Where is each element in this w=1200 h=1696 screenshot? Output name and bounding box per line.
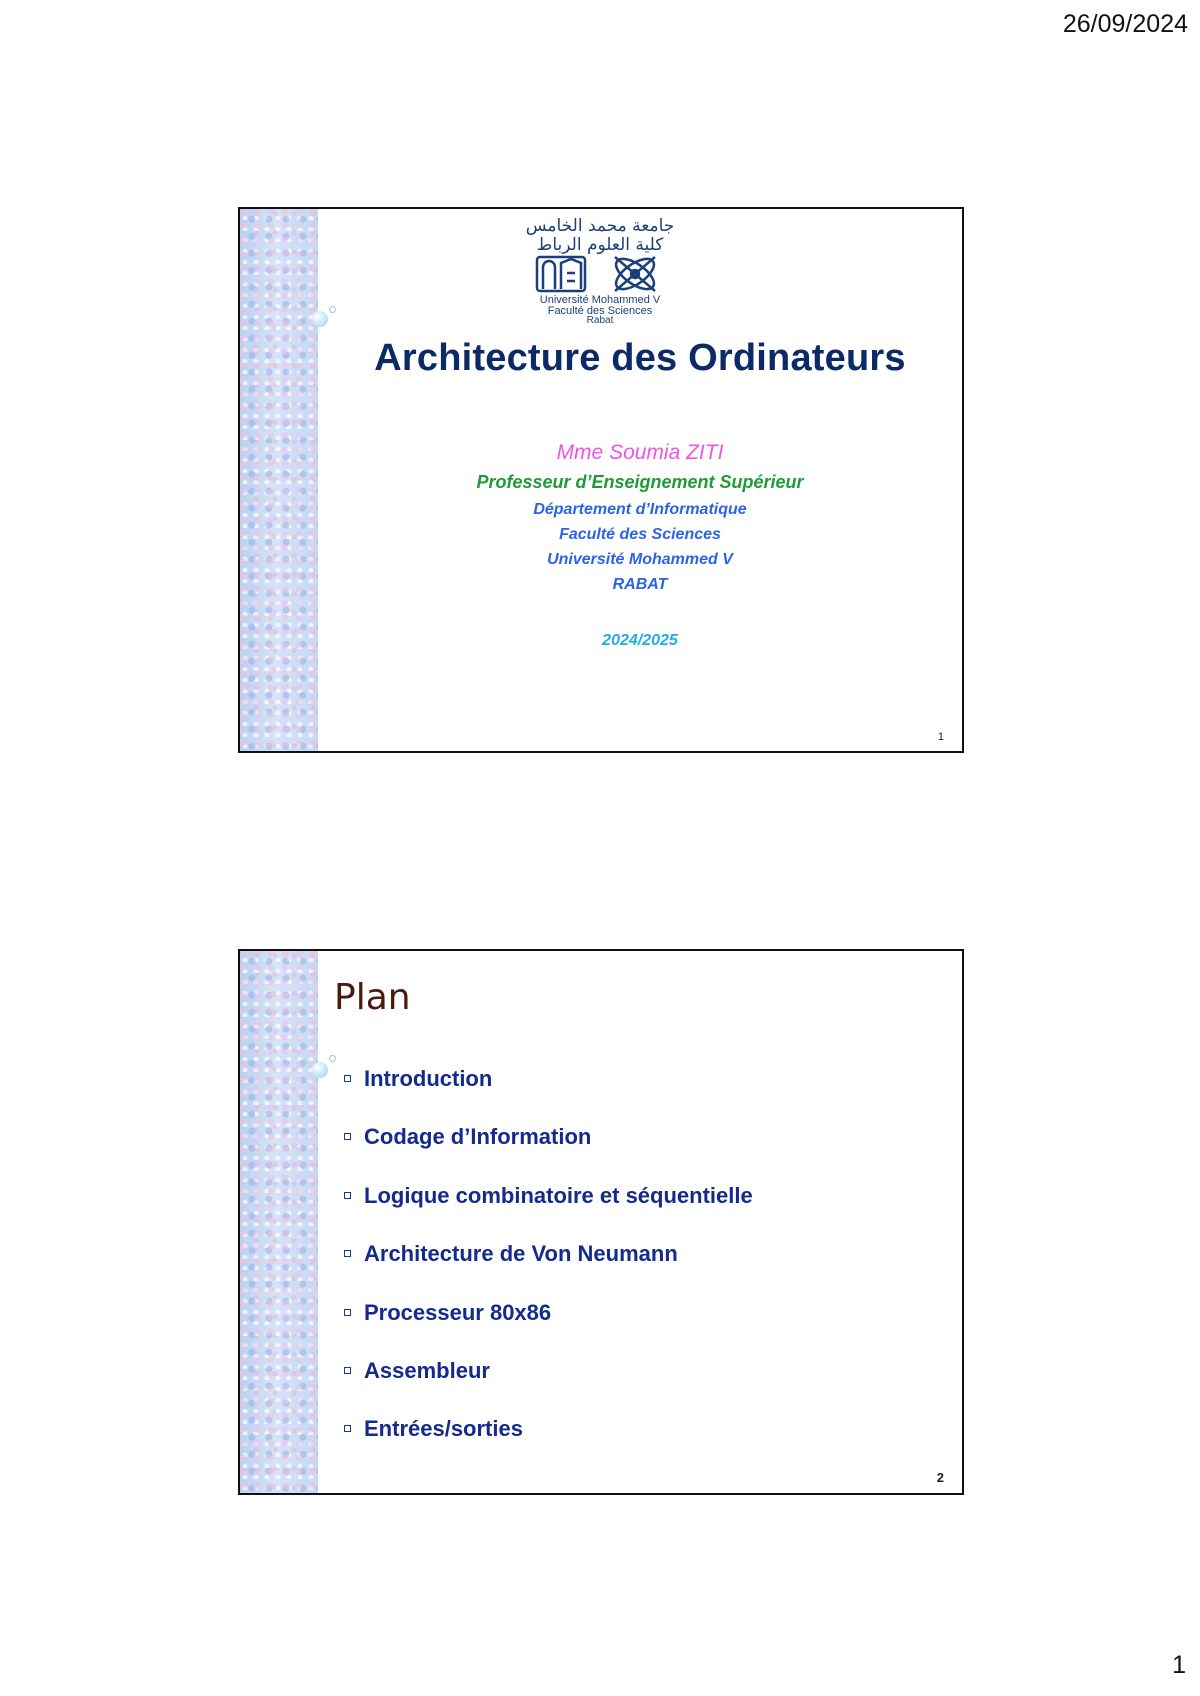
slide-number: 1: [937, 731, 944, 743]
list-item: [344, 1359, 753, 1417]
list-item: [344, 1067, 753, 1125]
list-item: [344, 1184, 753, 1242]
slide1-title: Architecture des Ordinateurs: [374, 337, 906, 379]
logo-latin-line1: Université Mohammed V: [539, 294, 661, 306]
logo-arabic-line1: جامعة محمد الخامس: [525, 216, 675, 236]
university: Université Mohammed V: [547, 551, 733, 568]
plan-list: [344, 1067, 753, 1476]
list-item: [344, 1242, 753, 1300]
author-name: Mme Soumia ZITI: [556, 441, 724, 464]
plan-title: Plan: [334, 977, 411, 1018]
plan-item-label: Codage d’Information: [364, 1124, 592, 1150]
plan-item-label: Introduction: [364, 1066, 493, 1091]
decorative-small-bubble-icon: [329, 306, 336, 313]
faculty-building-emblem-icon: [537, 257, 585, 291]
square-bullet-icon: [344, 1367, 351, 1374]
square-bullet-icon: [344, 1133, 351, 1140]
academic-year: 2024/2025: [602, 632, 678, 649]
atom-emblem-icon: [611, 253, 659, 295]
page-number: 1: [1172, 1651, 1186, 1679]
slide-2: [238, 949, 964, 1495]
plan-item-label: Entrées/sorties: [364, 1416, 523, 1442]
logo-arabic-line2: كلية العلوم الرباط: [536, 235, 664, 255]
page-date: 26/09/2024: [1062, 10, 1188, 38]
list-item: [344, 1125, 753, 1183]
slide-number: 2: [936, 1470, 944, 1485]
slide-texture-strip: [240, 951, 318, 1493]
slide-1: [238, 207, 964, 753]
plan-item-label: Assembleur: [364, 1357, 490, 1383]
plan-item-label: Processeur 80x86: [364, 1299, 552, 1325]
decorative-bubble-icon: [312, 1062, 328, 1078]
decorative-bubble-icon: [312, 311, 328, 327]
square-bullet-icon: [344, 1309, 351, 1316]
department: Département d’Informatique: [533, 501, 747, 518]
author-role: Professeur d’Enseignement Supérieur: [476, 472, 804, 492]
plan-item-label: Architecture de Von Neumann: [364, 1241, 678, 1267]
university-logo: [485, 213, 715, 323]
city: RABAT: [612, 576, 668, 593]
square-bullet-icon: [344, 1425, 351, 1432]
list-item: [344, 1417, 753, 1475]
square-bullet-icon: [344, 1075, 351, 1082]
faculty: Faculté des Sciences: [559, 526, 721, 543]
square-bullet-icon: [344, 1192, 351, 1199]
logo-latin-line2: Faculté des Sciences: [547, 305, 653, 317]
logo-latin-line3: Rabat: [586, 315, 614, 323]
decorative-small-bubble-icon: [329, 1055, 336, 1062]
square-bullet-icon: [344, 1250, 351, 1257]
list-item: [344, 1301, 753, 1359]
slide-texture-strip: [240, 209, 318, 751]
plan-item-label: Logique combinatoire et séquentielle: [364, 1182, 753, 1208]
